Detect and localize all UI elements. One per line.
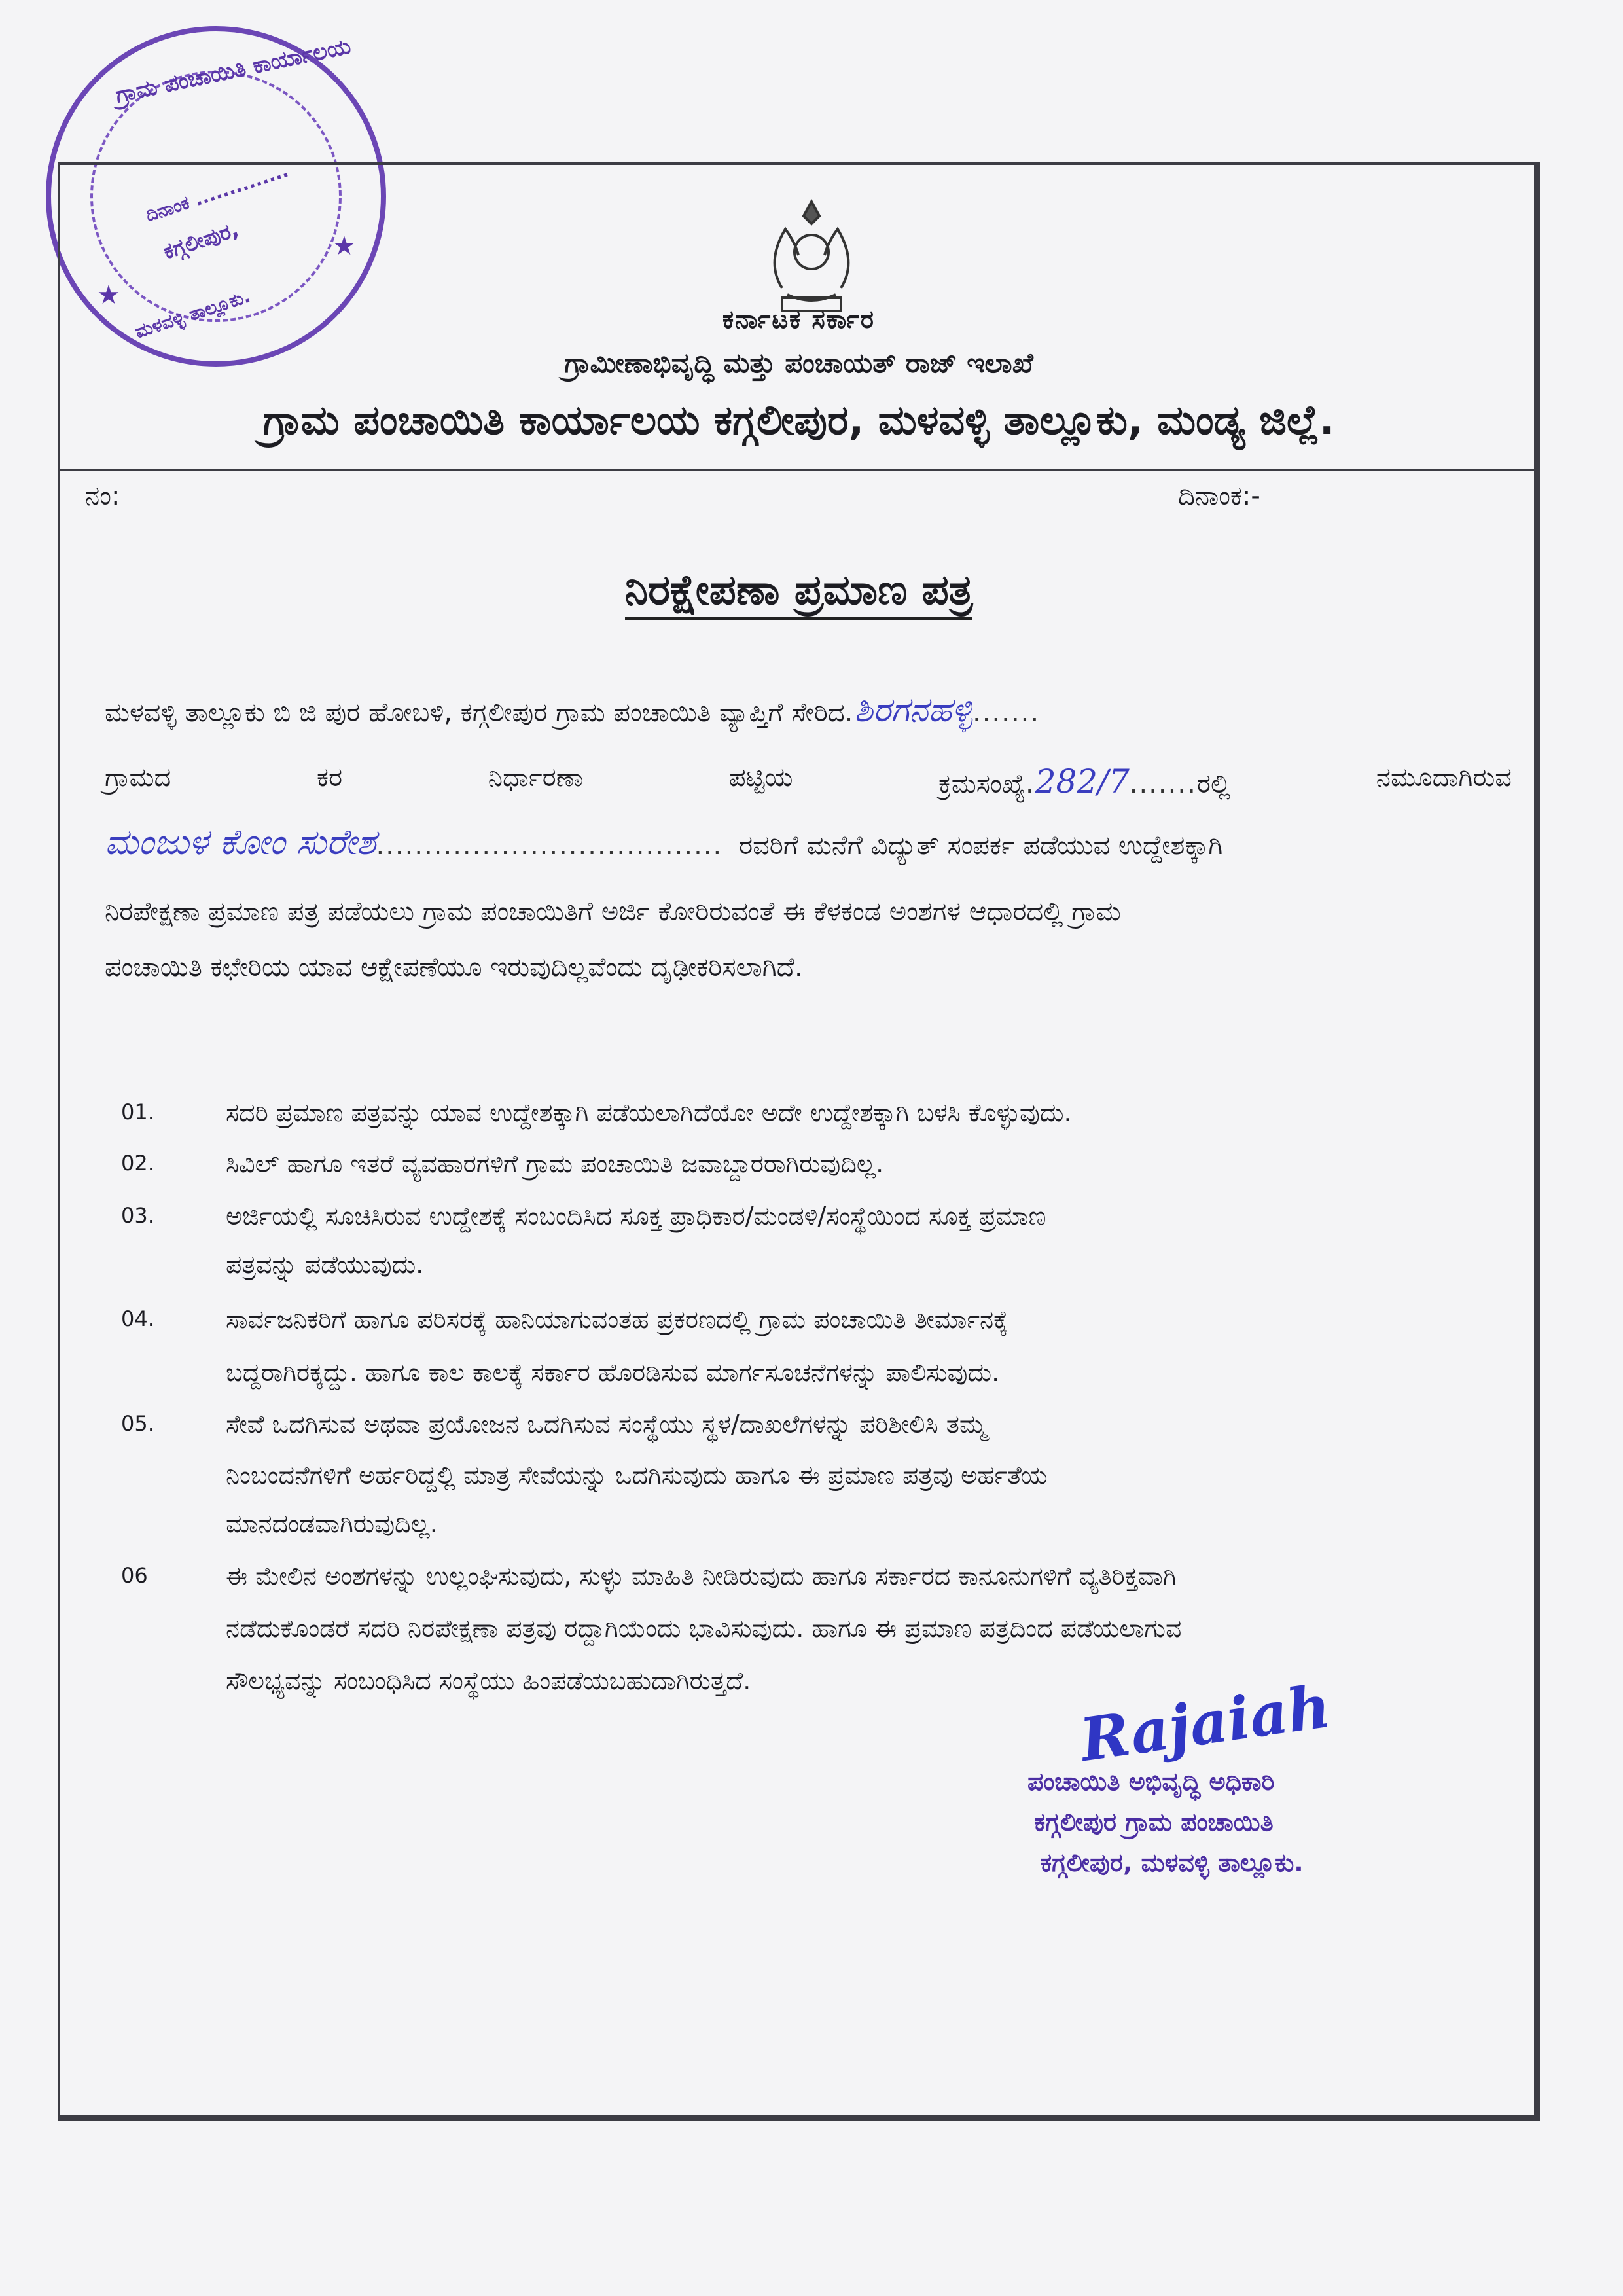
condition-text: ಸದರಿ ಪ್ರಮಾಣ ಪತ್ರವನ್ನು ಯಾವ ಉದ್ದೇಶಕ್ಕಾಗಿ ಪಡೆಯಲಾಗಿದೆಯೋ ಅದೇ ಉದ್ದೇಶಕ್ಕಾಗಿ ಬಳಸಿ ಕೊಳ್ಳುವುದು.	[226, 1098, 1072, 1127]
document-border	[58, 159, 1540, 2121]
body-line-1-text: ಮಳವಳ್ಳಿ ತಾಲ್ಲೂಕು ಬಿ ಜಿ ಪುರ ಹೋಬಳಿ, ಕಗ್ಗಲೀಪುರ ಗ್ರಾಮ ಪಂಚಾಯಿತಿ ವ್ಯಾಪ್ತಿಗೆ ಸೇರಿದ	[105, 698, 845, 728]
stamp-date-label: ದಿನಾಂಕ ..............	[143, 159, 291, 226]
body-line-2	[105, 762, 1512, 800]
dotted-fill: .......	[1129, 769, 1197, 799]
ref-date-label: ದಿನಾಂಕ:-	[1178, 481, 1260, 511]
condition-text: ಸಾರ್ವಜನಿಕರಿಗೆ ಹಾಗೂ ಪರಿಸರಕ್ಕೆ ಹಾನಿಯಾಗುವಂತಹ ಪ್ರಕರಣದಲ್ಲಿ ಗ್ರಾಮ ಪಂಚಾಯಿತಿ ತೀರ್ಮಾನಕ್ಕೆ	[226, 1305, 1008, 1334]
ref-number-label: ನಂ:	[85, 481, 120, 511]
condition-text: ಈ ಮೇಲಿನ ಅಂಶಗಳನ್ನು ಉಲ್ಲಂಘಿಸುವುದು, ಸುಳ್ಳು ಮಾಹಿತಿ ನೀಡಿರುವುದು ಹಾಗೂ ಸರ್ಕಾರದ ಕಾನೂನುಗಳಿಗೆ ವ್ಯತಿರಿಕ್ತವಾಗಿ	[226, 1562, 1177, 1590]
government-name: ಕರ್ನಾಟಕ ಸರ್ಕಾರ	[722, 305, 875, 334]
certificate-title	[58, 566, 1540, 615]
condition-text: ಪತ್ರವನ್ನು ಪಡೆಯುವುದು.	[226, 1250, 424, 1279]
body-word: ರಲ್ಲಿ	[1196, 769, 1231, 799]
body-word: ಗ್ರಾಮದ	[105, 762, 171, 793]
body-word: ಕ್ರಮಸಂಖ್ಯೆ	[938, 769, 1026, 799]
state-emblem-icon	[743, 190, 880, 321]
condition-number: 03.	[121, 1203, 154, 1228]
condition-text: ನಿಂಬಂದನೆಗಳಿಗೆ ಅರ್ಹರಿದ್ದಲ್ಲಿ ಮಾತ್ರ ಸೇವೆಯನ್ನು ಒದಗಿಸುವುದು ಹಾಗೂ ಈ ಪ್ರಮಾಣ ಪತ್ರವು ಅರ್ಹತೆಯ	[226, 1461, 1048, 1490]
certificate-title-text: ನಿರಕ್ಷೇಪಣಾ ಪ್ರಮಾಣ ಪತ್ರ	[625, 566, 973, 620]
dotted-fill: .	[844, 698, 855, 728]
serial-handwritten: 282/7	[1035, 762, 1130, 800]
condition-text: ಮಾನದಂಡವಾಗಿರುವುದಿಲ್ಲ.	[226, 1509, 438, 1538]
condition-text: ಅರ್ಜಿಯಲ್ಲಿ ಸೂಚಿಸಿರುವ ಉದ್ದೇಶಕ್ಕೆ ಸಂಬಂದಿಸಿದ ಸೂಕ್ತ ಪ್ರಾಧಿಕಾರ/ಮಂಡಳಿ/ಸಂಸ್ಥೆಯಿಂದ ಸೂಕ್ತ ಪ್ರಮಾಣ	[226, 1202, 1046, 1230]
dotted-fill: ....................................	[376, 831, 723, 861]
dotted-fill: .......	[972, 698, 1041, 728]
designation-line-1: ಪಂಚಾಯಿತಿ ಅಭಿವೃದ್ಧಿ ಅಧಿಕಾರಿ	[1027, 1767, 1275, 1796]
condition-number: 06	[121, 1563, 148, 1588]
body-line-5: ಪಂಚಾಯಿತಿ ಕಛೇರಿಯ ಯಾವ ಆಕ್ಷೇಪಣೆಯೂ ಇರುವುದಿಲ್ಲವೆಂದು ದೃಢೀಕರಿಸಲಾಗಿದೆ.	[105, 952, 803, 982]
designation-line-2: ಕಗ್ಗಲೀಪುರ ಗ್ರಾಮ ಪಂಚಾಯಿತಿ	[1034, 1808, 1274, 1837]
body-word: ನಿರ್ಧಾರಣಾ	[488, 762, 584, 793]
body-line-4: ನಿರಪೇಕ್ಷಣಾ ಪ್ರಮಾಣ ಪತ್ರ ಪಡೆಯಲು ಗ್ರಾಮ ಪಂಚಾಯಿತಿಗೆ ಅರ್ಜಿ ಕೋರಿರುವಂತೆ ಈ ಕೆಳಕಂಡ ಅಂಶಗಳ ಆಧಾರದಲ್ಲಿ ಗ್ರಾಮ	[105, 897, 1121, 927]
office-name: ಗ್ರಾಮ ಪಂಚಾಯಿತಿ ಕಾರ್ಯಾಲಯ ಕಗ್ಗಲೀಪುರ, ಮಳವಳ್ಳಿ ತಾಲ್ಲೂಕು, ಮಂಡ್ಯ ಜಿಲ್ಲೆ.	[262, 396, 1335, 444]
stamp-ring-text: ಗ್ರಾಮ ಪಂಚಾಯಿತಿ ಕಾರ್ಯಾಲಯ	[113, 33, 353, 109]
condition-text: ಸೌಲಭ್ಯವನ್ನು ಸಂಬಂಧಿಸಿದ ಸಂಸ್ಥೆಯು ಹಿಂಪಡೆಯಬಹುದಾಗಿರುತ್ತದೆ.	[226, 1666, 751, 1695]
condition-number: 02.	[121, 1151, 154, 1175]
condition-number: 04.	[121, 1306, 154, 1331]
condition-text: ಸಿವಿಲ್ ಹಾಗೂ ಇತರೆ ವ್ಯವಹಾರಗಳಿಗೆ ಗ್ರಾಮ ಪಂಚಾಯಿತಿ ಜವಾಬ್ದಾರರಾಗಿರುವುದಿಲ್ಲ.	[226, 1149, 884, 1178]
body-line-3	[105, 821, 1222, 863]
body-word: ಕರ	[316, 762, 343, 793]
body-word: ನಮೂದಾಗಿರುವ	[1376, 762, 1512, 793]
condition-text: ಬದ್ದರಾಗಿರಕ್ಕದ್ದು. ಹಾಗೂ ಕಾಲ ಕಾಲಕ್ಕೆ ಸರ್ಕಾರ ಹೊರಡಿಸುವ ಮಾರ್ಗಸೂಚನೆಗಳನ್ನು ಪಾಲಿಸುವುದು.	[226, 1358, 1000, 1387]
header-divider	[58, 469, 1540, 471]
stamp-taluk: ಮಳವಳ್ಳಿ ತಾಲ್ಲೂಕು.	[132, 285, 253, 343]
star-icon: ★	[332, 231, 356, 261]
designation-line-3: ಕಗ್ಗಲೀಪುರ, ಮಳವಳ್ಳಿ ತಾಲ್ಲೂಕು.	[1041, 1848, 1304, 1877]
body-line-1	[105, 691, 1040, 730]
body-word: ಪಟ್ಟಿಯ	[729, 762, 793, 793]
condition-text: ಸೇವೆ ಒದಗಿಸುವ ಅಥವಾ ಪ್ರಯೋಜನ ಒದಗಿಸುವ ಸಂಸ್ಥೆಯು ಸ್ಥಳ/ದಾಖಲೆಗಳನ್ನು ಪರಿಶೀಲಿಸಿ ತಮ್ಮ	[226, 1410, 987, 1439]
serial-segment	[938, 762, 1230, 800]
stamp-place: ಕಗ್ಗಲೀಪುರ,	[160, 216, 242, 264]
department-name: ಗ್ರಾಮೀಣಾಭಿವೃದ್ಧಿ ಮತ್ತು ಪಂಚಾಯತ್ ರಾಜ್ ಇಲಾಖೆ	[564, 347, 1033, 379]
condition-number: 01.	[121, 1100, 154, 1124]
condition-text: ನಡೆದುಕೊಂಡರೆ ಸದರಿ ನಿರಪೇಕ್ಷಣಾ ಪತ್ರವು ರದ್ದಾಗಿಯೆಂದು ಭಾವಿಸುವುದು. ಹಾಗೂ ಈ ಪ್ರಮಾಣ ಪತ್ರದಿಂದ ಪಡೆಯಲಾಗುವ	[226, 1614, 1182, 1643]
signature-scribble: Rajaiah	[1076, 1671, 1335, 1776]
condition-number: 05.	[121, 1411, 154, 1436]
applicant-name-handwritten: ಮಂಜುಳ ಕೋಂ ಸುರೇಶ	[105, 821, 376, 863]
village-handwritten: ಶಿರಗನಹಳ್ಳಿ	[854, 691, 973, 730]
dotted-fill: .	[1025, 769, 1035, 799]
body-line-3-text: ರವರಿಗೆ ಮನೆಗೆ ವಿದ್ಯುತ್ ಸಂಪರ್ಕ ಪಡೆಯುವ ಉದ್ದೇಶಕ್ಕಾಗಿ	[738, 831, 1223, 861]
star-icon: ★	[97, 280, 120, 310]
